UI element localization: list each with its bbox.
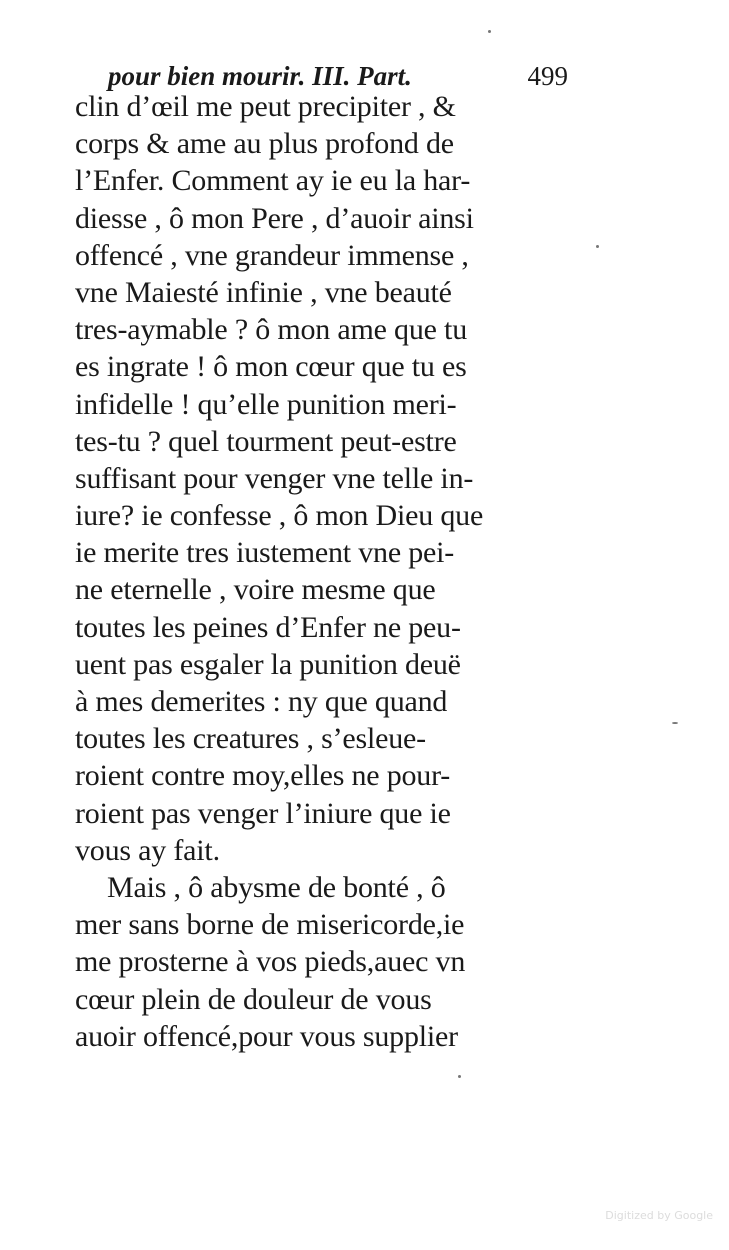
text-line: toutes les peines d’Enfer ne peu- (75, 610, 461, 644)
text-line: auoir offencé,pour vous supplier (75, 1019, 458, 1053)
paper-speck (672, 722, 678, 724)
paper-speck (596, 245, 599, 248)
text-line: iure? ie confesse , ô mon Dieu que (75, 499, 484, 533)
text-line: roient contre moy,elles ne pour- (75, 759, 451, 793)
text-line: mer sans borne de misericorde,ie (75, 908, 465, 942)
text-line: uent pas esgaler la punition deuë (75, 647, 461, 681)
text-line: roient pas venger l’iniure que ie (75, 796, 451, 830)
text-line: cœur plein de douleur de vous (75, 982, 432, 1016)
text-line: infidelle ! qu’elle punition meri- (75, 387, 457, 421)
paper-speck (458, 1075, 461, 1078)
text-line: me prosterne à vos pieds,auec vn (75, 945, 466, 979)
text-line: ne eternelle , voire mesme que (75, 573, 436, 607)
paragraph-start-line: Mais , ô abysme de bonté , ô (107, 870, 446, 904)
text-line: clin d’œil me peut precipiter , & (75, 90, 456, 123)
text-line: es ingrate ! ô mon cœur que tu es (75, 350, 467, 384)
paper-speck (488, 30, 491, 33)
text-line: vne Maiesté infinie , vne beauté (75, 275, 452, 309)
digitization-watermark: Digitized by Google (605, 1209, 713, 1222)
running-head-title: pour bien mourir. III. Part. (108, 61, 412, 91)
text-line: ie merite tres iustement vne pei- (75, 536, 455, 570)
text-line: vous ay fait. (75, 833, 220, 867)
body-text (75, 88, 575, 1055)
text-line: diesse , ô mon Pere , d’auoir ainsi (75, 201, 474, 235)
text-line: suffisant pour venger vne telle in- (75, 461, 474, 495)
text-line: tes-tu ? quel tourment peut-estre (75, 424, 457, 458)
text-line: corps & ame au plus profond de (75, 127, 454, 161)
text-line: toutes les creatures , s’esleue- (75, 722, 426, 756)
text-line: à mes demerites : ny que quand (75, 685, 448, 718)
page-number: 499 (527, 61, 568, 91)
text-line: tres-aymable ? ô mon ame que tu (75, 313, 467, 347)
text-line: l’Enfer. Comment ay ie eu la har- (75, 164, 471, 198)
text-line: offencé , vne grandeur immense , (75, 238, 469, 272)
